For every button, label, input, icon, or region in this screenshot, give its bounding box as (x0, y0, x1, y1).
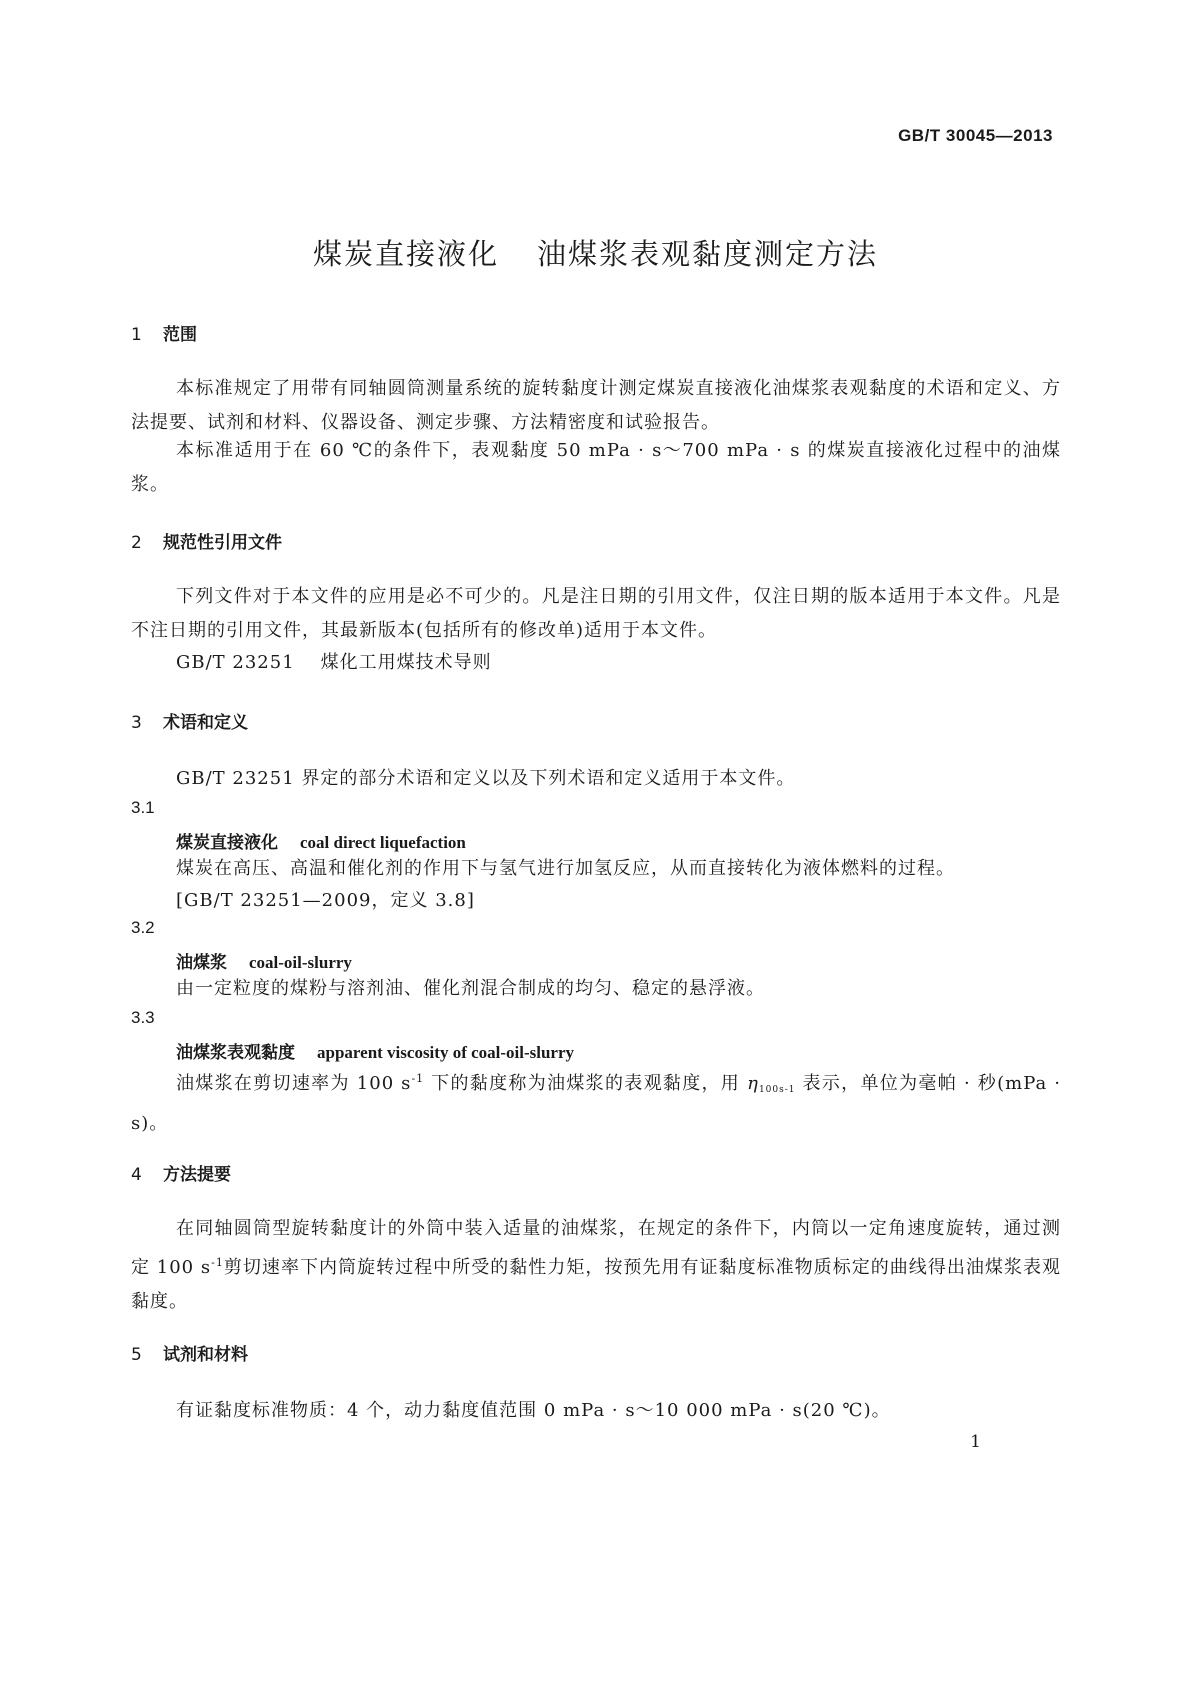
page-number: 1 (970, 1432, 981, 1452)
term-en: apparent viscosity of coal-oil-slurry (317, 1043, 575, 1062)
section-5-paragraph-1: 有证黏度标准物质：4 个，动力黏度值范围 0 mPa · s～10 000 mPa · s(20 ℃)。 (176, 1400, 891, 1421)
section-3-intro: GB/T 23251 界定的部分术语和定义以及下列术语和定义适用于本文件。 (176, 768, 796, 789)
document-title (0, 232, 1191, 273)
term-zh: 油煤浆表观黏度 (176, 1043, 295, 1063)
term-3-3-label (176, 1038, 574, 1063)
normative-reference (176, 648, 492, 674)
term-3-2-definition: 由一定粒度的煤粉与溶剂油、催化剂混合制成的均匀、稳定的悬浮液。 (176, 978, 765, 999)
term-en: coal-oil-slurry (249, 953, 352, 972)
reference-code: GB/T 23251 (176, 652, 295, 673)
section-3-heading (131, 708, 248, 733)
section-2-heading (131, 528, 282, 553)
section-1-heading (131, 320, 197, 345)
section-title: 规范性引用文件 (163, 533, 282, 553)
section-title: 术语和定义 (163, 713, 248, 733)
term-3-2-label (176, 948, 352, 973)
section-title: 试剂和材料 (163, 1345, 248, 1365)
standard-code: GB/T 30045—2013 (898, 126, 1053, 145)
eta-symbol: $\eta_{100s-1}$ (747, 1073, 796, 1095)
section-4-paragraph-1: 在同轴圆筒型旋转黏度计的外筒中装入适量的油煤浆，在规定的条件下，内筒以一定角速度旋转，通过测定 100 $s^{-1}$剪切速率下内筒旋转过程中所受的黏性力矩，按预先用有证黏度标准物质标定的曲线得出油煤浆表观黏度。 (131, 1218, 1061, 1312)
term-zh: 油煤浆 (176, 953, 227, 973)
section-5-heading (131, 1340, 248, 1365)
term-3-1-number: 3.1 (131, 798, 155, 817)
term-3-2-number: 3.2 (131, 918, 155, 937)
term-zh: 煤炭直接液化 (176, 833, 278, 853)
term-3-1-label (176, 828, 466, 853)
section-number: 2 (131, 533, 142, 553)
term-3-1-definition: 煤炭在高压、高温和催化剂的作用下与氢气进行加氢反应，从而直接转化为液体燃料的过程。 (176, 858, 955, 879)
section-number: 4 (131, 1165, 142, 1185)
section-2-paragraph-1: 下列文件对于本文件的应用是必不可少的。凡是注日期的引用文件，仅注日期的版本适用于本文件。凡是不注日期的引用文件，其最新版本(包括所有的修改单)适用于本文件。 (131, 586, 1061, 641)
term-en: coal direct liquefaction (300, 833, 466, 852)
section-4-heading (131, 1160, 231, 1185)
title-part-2: 油煤浆表观黏度测定方法 (537, 237, 879, 271)
term-3-1-source: [GB/T 23251—2009，定义 3.8] (176, 890, 475, 911)
reference-title: 煤化工用煤技术导则 (320, 652, 492, 673)
section-number: 5 (131, 1345, 142, 1365)
section-title: 范围 (163, 325, 197, 345)
section-number: 1 (131, 325, 142, 345)
section-1-paragraph-1: 本标准规定了用带有同轴圆筒测量系统的旋转黏度计测定煤炭直接液化油煤浆表观黏度的术语和定义、方法提要、试剂和材料、仪器设备、测定步骤、方法精密度和试验报告。 (131, 378, 1061, 433)
term-3-3-definition: 油煤浆在剪切速率为 100 $s^{-1}$ 下的黏度称为油煤浆的表观黏度，用 $\eta_{100s-1}$ 表示，单位为毫帕 · 秒(mPa · s)。 (131, 1072, 1061, 1134)
title-part-1: 煤炭直接液化 (312, 237, 499, 271)
section-1-paragraph-2: 本标准适用于在 60 ℃的条件下，表观黏度 50 mPa · s～700 mPa · s 的煤炭直接液化过程中的油煤浆。 (131, 440, 1061, 495)
section-number: 3 (131, 713, 142, 733)
section-title: 方法提要 (163, 1165, 231, 1185)
term-3-3-number: 3.3 (131, 1008, 155, 1027)
